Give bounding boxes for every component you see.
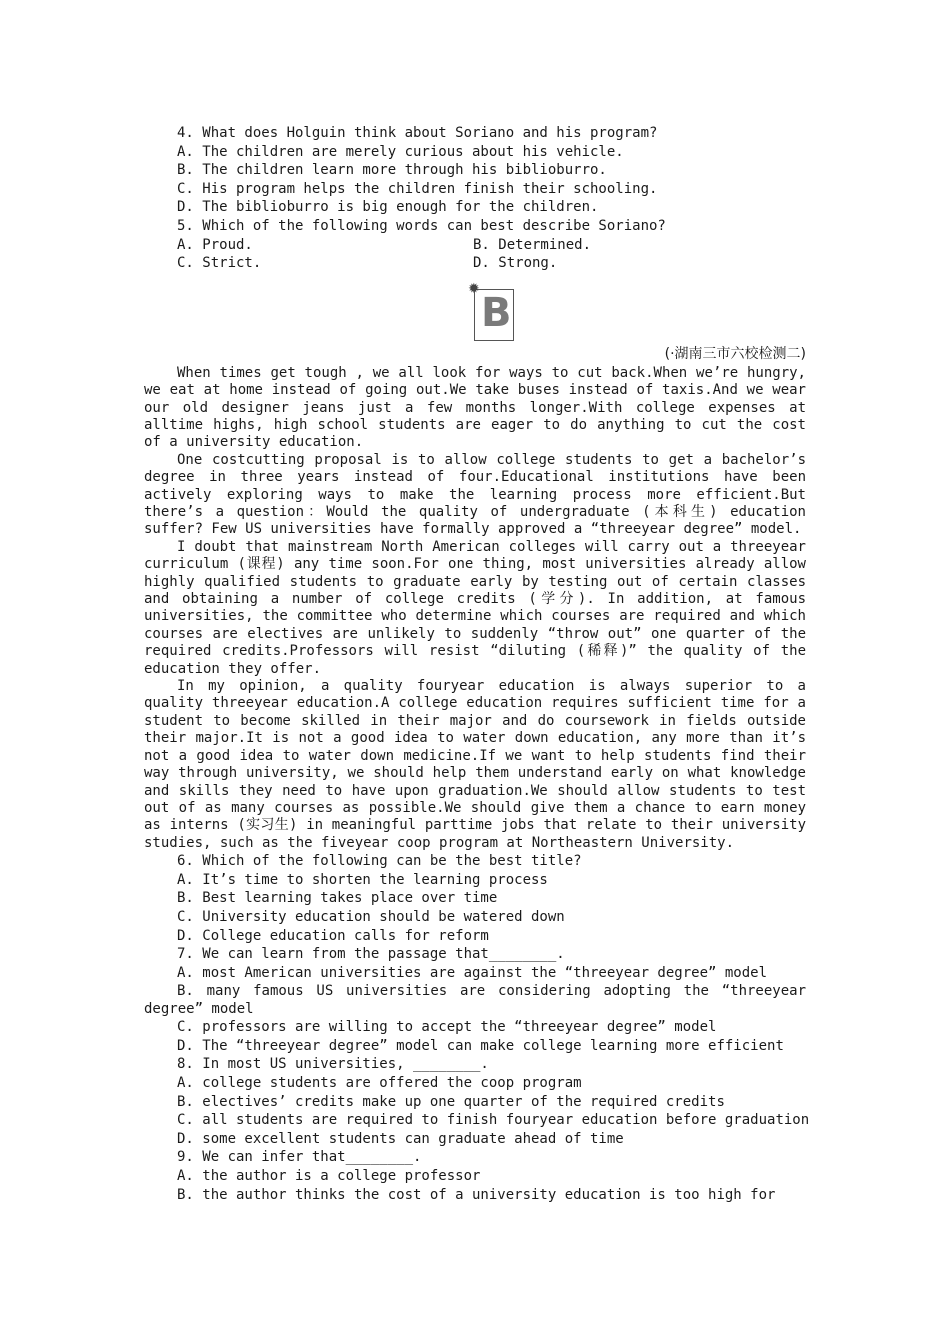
question-9-option-b: B. the author thinks the cost of a university education is too high for <box>177 1186 776 1203</box>
question-8-option-a: A. college students are offered the coop program <box>177 1075 582 1092</box>
question-6-option-c: C. University education should be watered down <box>177 908 565 925</box>
passage-paragraph-4: In my opinion, a quality fouryear education is always superior to a quality threeyear education.A college education requires sufficient time for a student to become skilled in their major and do coursework in fields outside their major.It is not a good idea to water down education, any more than it’s not a good idea to water down medicine.If we want to help students find their way through university, we should help them understand early on what knowledge and skills they need to have upon graduation.We should allow students to test out of as many courses as possible.We should give them a chance to earn money as interns (实习生) in meaningful parttime jobs that relate to their university studies, such as the fiveyear coop program at Northeastern University. <box>144 678 806 851</box>
question-9-stem: 9. We can infer that________. <box>177 1149 422 1166</box>
question-4-stem: 4. What does Holguin think about Soriano and his program? <box>177 125 658 141</box>
passage-paragraph-2: One costcutting proposal is to allow college students to get a bachelor’s degree in three years instead of four.Educational institutions have been actively exploring ways to make the learning process more efficient.But there’s a question：Would the quality of undergraduate (本科生) education suffer? Few US universities have formally approved a “threeyear degree” model. <box>144 451 806 538</box>
gear-icon: ✹ <box>468 280 480 297</box>
question-7-option-d: D. The “threeyear degree” model can make college learning more efficient <box>177 1037 784 1054</box>
section-letter: B <box>481 289 512 336</box>
passage-paragraph-3: I doubt that mainstream North American colleges will carry out a threeyear curriculum (课程) any time soon.For one thing, most universities already allow highly qualified students to graduate early by testing out of certain classes and obtaining a number of college credits (学分). In addition, at famous universities, the committee who determine which courses are required and which courses are electives are unlikely to suddenly “throw out” one quarter of the required credits.Professors will resist “diluting (稀释)” the quality of the education they offer. <box>144 538 806 677</box>
question-7-option-b: B. many famous US universities are considering adopting the “threeyear degree” model <box>144 983 806 1018</box>
question-5-options-row-2 <box>144 254 806 273</box>
question-6-option-b: B. Best learning takes place over time <box>177 890 498 907</box>
question-4-option-d: D. The biblioburro is big enough for the children. <box>177 199 599 216</box>
question-5-option-a: A. Proud. <box>177 236 253 253</box>
question-7-option-c: C. professors are willing to accept the “threeyear degree” model <box>177 1019 717 1036</box>
question-4-option-c: C. His program helps the children finish their schooling. <box>177 180 658 197</box>
question-8-option-b: B. electives’ credits make up one quarter of the required credits <box>177 1093 725 1110</box>
question-5-options-row-1 <box>144 236 806 255</box>
question-9-option-a: A. the author is a college professor <box>177 1168 481 1185</box>
question-4-option-b: B. The children learn more through his biblioburro. <box>177 162 607 179</box>
section-b-icon <box>468 280 516 341</box>
question-7-stem: 7. We can learn from the passage that________. <box>177 946 565 963</box>
question-5-option-d: D. Strong. <box>473 255 558 272</box>
question-7-option-a: A. most American universities are against the “threeyear degree” model <box>177 964 768 981</box>
question-8-option-d: D. some excellent students can graduate ahead of time <box>177 1130 624 1147</box>
question-6-option-d: D. College education calls for reform <box>177 927 489 944</box>
question-8-option-c: C. all students are required to finish fouryear education before graduation <box>177 1112 810 1129</box>
passage-paragraph-1: When times get tough , we all look for ways to cut back.When we’re hungry, we eat at home instead of going out.We take buses instead of taxis.And we wear our old designer jeans just a few months longer.With college expenses at alltime highs, high school students are eager to do anything to cut the cost of a university education. <box>144 364 806 451</box>
document-page <box>144 124 810 1204</box>
question-5-option-b: B. Determined. <box>473 236 592 253</box>
question-8-stem: 8. In most US universities, ________. <box>177 1056 489 1073</box>
passage-source: (·湖南三市六校检测二) <box>664 345 806 362</box>
question-5-stem: 5. Which of the following words can best describe Soriano? <box>177 217 666 234</box>
question-5-option-c: C. Strict. <box>177 255 262 272</box>
question-6-option-a: A. It’s time to shorten the learning process <box>177 871 548 888</box>
question-4-option-a: A. The children are merely curious about his vehicle. <box>177 143 624 160</box>
question-6-stem: 6. Which of the following can be the best title? <box>177 853 582 870</box>
